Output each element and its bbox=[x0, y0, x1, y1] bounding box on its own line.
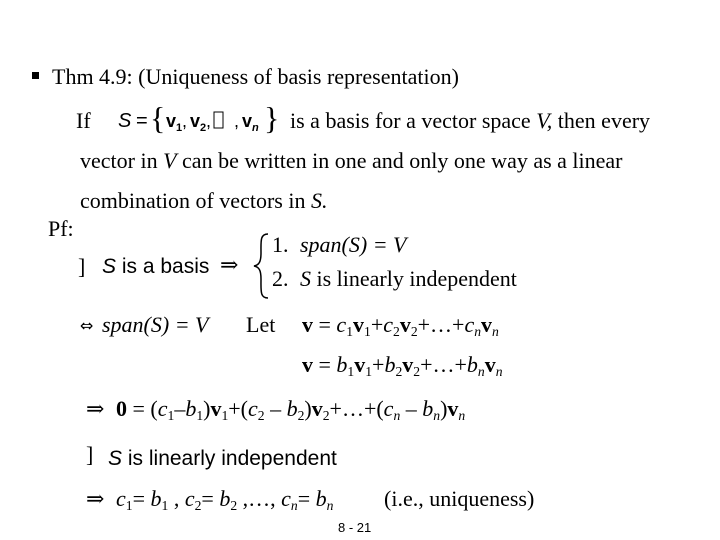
equation-b: $v = b_1v_1+b_2v_2+\dots+b_nv_n$ bbox=[302, 352, 503, 380]
implies-icon-3: ⇒ bbox=[86, 486, 105, 511]
s-linearly-independent bbox=[108, 446, 337, 471]
bracket-glyph-2: ] bbox=[86, 442, 94, 467]
theorem-line2-b: can be written in one and only one way as a linear bbox=[182, 148, 623, 173]
condition-2-text: is linearly independent bbox=[316, 266, 517, 291]
bracket-glyph: ] bbox=[78, 254, 86, 279]
theorem-line1-rest: is a basis for a vector space bbox=[290, 108, 531, 133]
svg-text:,: , bbox=[206, 111, 212, 131]
proof-label: Pf: bbox=[48, 216, 74, 241]
span-equals-v: span(S) = V bbox=[102, 312, 209, 337]
theorem-line1-end: then every bbox=[557, 108, 651, 133]
svg-text:n: n bbox=[252, 122, 259, 134]
theorem-line2-v: V bbox=[163, 148, 177, 173]
condition-2-s: S bbox=[300, 266, 311, 291]
equation-zero: $0 = (c_1-b_1)v_1+(c_2$ – $b_2)v_2+\dots+(c_n - b_n)v_n$ bbox=[116, 396, 466, 424]
svg-text:v: v bbox=[242, 111, 253, 131]
is-a-basis-text: is a basis bbox=[121, 255, 210, 278]
svg-text:,: , bbox=[234, 111, 240, 131]
implies-icon-2: ⇒ bbox=[86, 396, 105, 421]
theorem-if: If bbox=[76, 108, 91, 133]
svg-text:v: v bbox=[190, 111, 201, 131]
s-symbol: S bbox=[102, 255, 117, 278]
svg-text:}: } bbox=[264, 100, 280, 136]
bullet-icon bbox=[32, 72, 39, 79]
condition-2-number: 2. bbox=[272, 266, 289, 291]
condition-1 bbox=[272, 232, 407, 258]
svg-text:1: 1 bbox=[176, 122, 183, 134]
svg-text:=: = bbox=[136, 110, 148, 132]
condition-1-number: 1. bbox=[272, 232, 289, 257]
condition-2 bbox=[272, 266, 517, 292]
implies-icon: ⇒ bbox=[220, 252, 239, 277]
iff-icon: ⇔ bbox=[80, 316, 94, 335]
set-notation-icon bbox=[118, 100, 288, 138]
theorem-line1 bbox=[290, 108, 650, 134]
svg-text:2: 2 bbox=[200, 122, 207, 134]
left-brace-icon bbox=[252, 233, 270, 299]
svg-text:{: { bbox=[150, 100, 166, 136]
theorem-line3-a: combination of vectors in bbox=[80, 188, 306, 213]
theorem-line2 bbox=[80, 148, 623, 174]
svg-text:,: , bbox=[182, 111, 188, 131]
theorem-line2-a: vector in bbox=[80, 148, 158, 173]
lin-indep-text: is linearly independent bbox=[127, 447, 337, 470]
s-symbol-2: S bbox=[108, 447, 123, 470]
page-number: 8 - 21 bbox=[338, 520, 372, 535]
uniqueness-note: (i.e., uniqueness) bbox=[384, 486, 535, 511]
vector-space-v: V, bbox=[536, 108, 553, 133]
theorem-line3-s: S. bbox=[310, 188, 328, 213]
theorem-title: Thm 4.9: (Uniqueness of basis representation) bbox=[52, 64, 459, 89]
equation-c: $v = c_1v_1+c_2v_2+\dots+c_nv_n$ bbox=[302, 312, 499, 340]
let-word: Let bbox=[246, 312, 276, 337]
set-s-definition bbox=[118, 100, 288, 138]
s-is-a-basis bbox=[102, 254, 209, 279]
svg-text:S: S bbox=[118, 110, 132, 132]
theorem-line3 bbox=[80, 188, 327, 214]
svg-text:v: v bbox=[166, 111, 177, 131]
condition-1-text: span(S) = V bbox=[300, 232, 407, 257]
conclusion: $c_1= b_1$ , $c_2= b_2$ ,…, $c_n= b_n$ bbox=[116, 486, 334, 514]
